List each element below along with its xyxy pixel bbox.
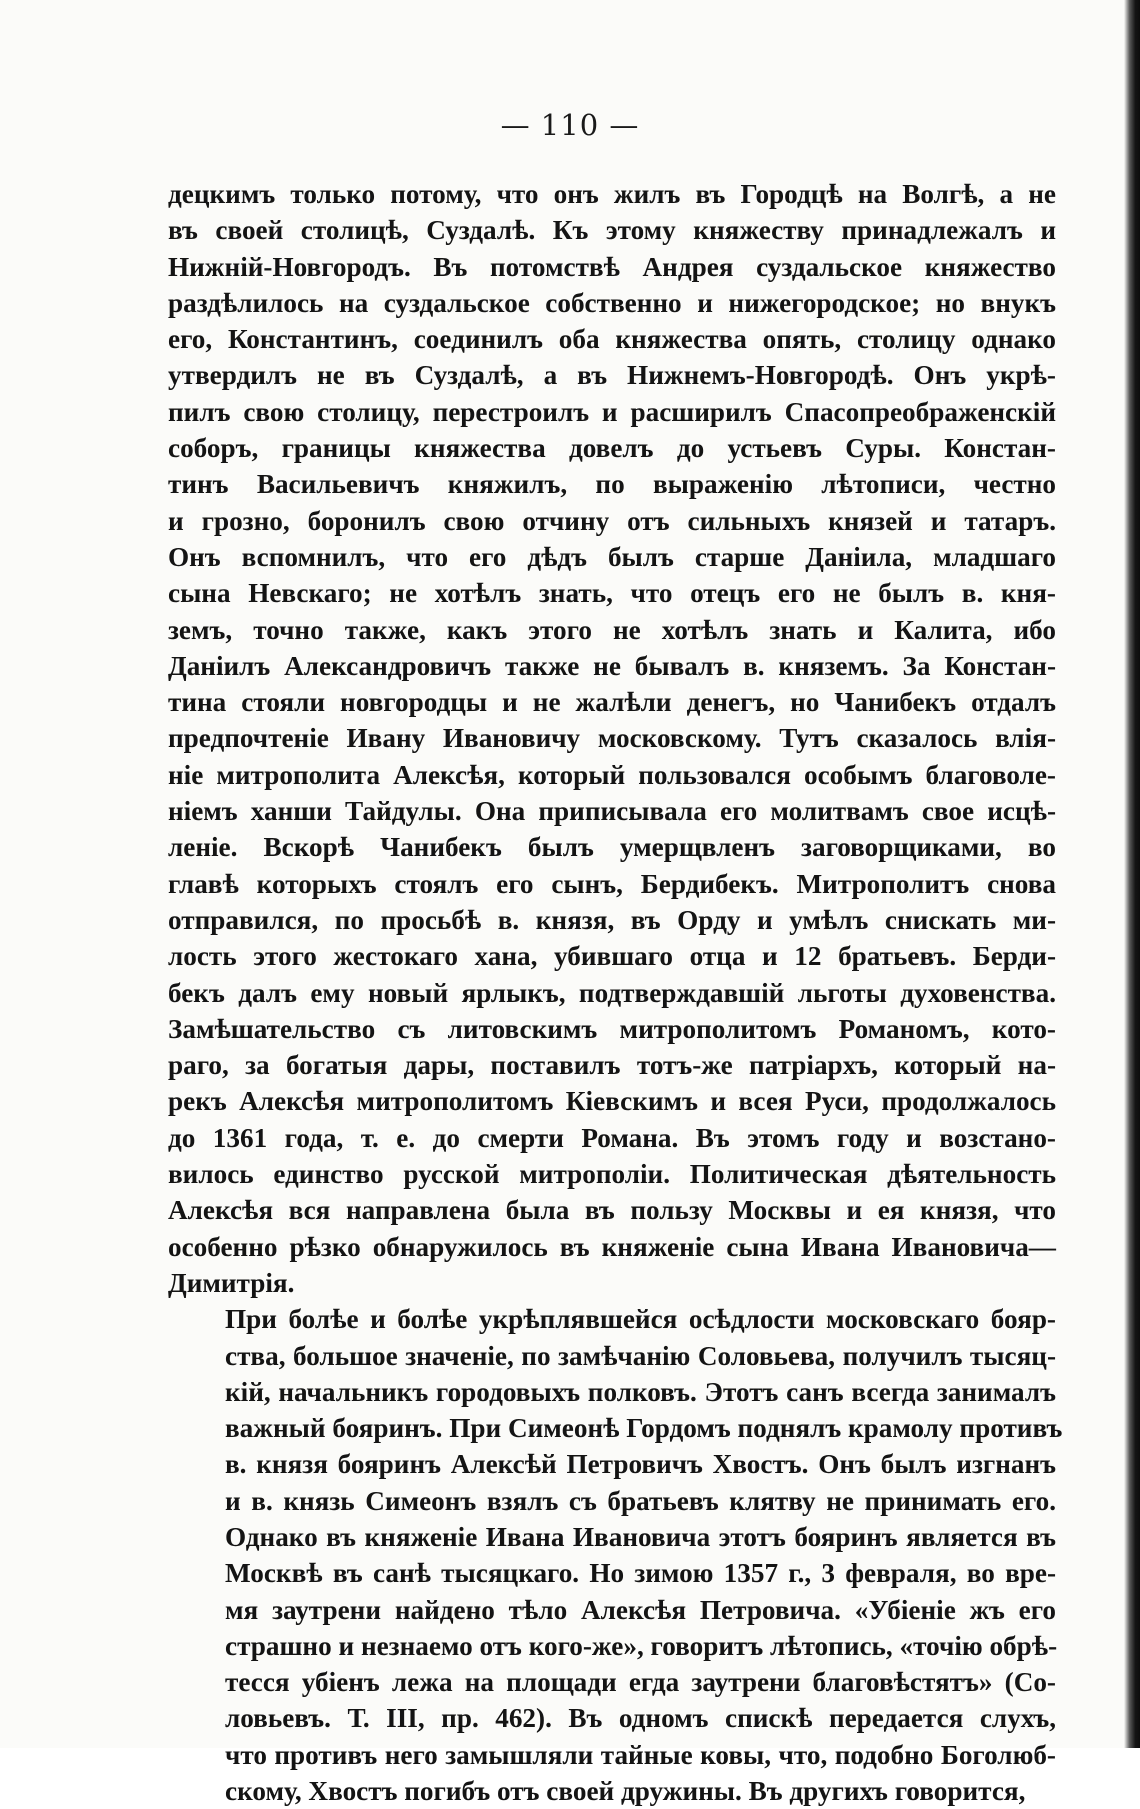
text-line: кій, начальникъ городовыхъ полковъ. Этотъ санъ всегда занималъ <box>225 1376 1056 1407</box>
text-line: отправился, по просьбѣ в. князя, въ Орду и умѣлъ снискать ми- <box>168 904 1056 935</box>
text-line: главѣ которыхъ стоялъ его сынъ, Бердибекъ. Митрополитъ снова <box>168 868 1056 899</box>
text-line: и в. князь Симеонъ взялъ съ братьевъ клятву не принимать его. <box>225 1485 1056 1516</box>
text-line: децкимъ только потому, что онъ жилъ въ Городцѣ на Волгѣ, а не <box>168 179 1056 209</box>
paragraph-2 <box>168 1301 1063 1809</box>
text-line: Алексѣя вся направлена была въ пользу Москвы и ея князя, что <box>168 1195 1056 1226</box>
text-line: земъ, точно также, какъ этого не хотѣлъ знать и Калита, ибо <box>168 614 1056 645</box>
text-line: ніемъ ханши Тайдулы. Она приписывала его молитвамъ свое исцѣ- <box>168 796 1056 827</box>
text-line: леніе. Вскорѣ Чанибекъ былъ умерщвленъ заговорщиками, во <box>168 832 1056 863</box>
text-line: Нижній-Новгородъ. Въ потомствѣ Андрея суздальское княжество <box>168 251 1056 282</box>
text-line: тесся убіенъ лежа на площади егда заутрени благовѣстятъ» (Со- <box>225 1667 1056 1698</box>
text-line: важный бояринъ. При Симеонѣ Гордомъ поднялъ крамолу противъ <box>225 1413 1063 1444</box>
text-line: пилъ свою столицу, перестроилъ и расширилъ Спасопреображенскій <box>168 396 1056 427</box>
text-line: Москвѣ въ санѣ тысяцкаго. Но зимою 1357 г., 3 февраля, во вре- <box>225 1558 1056 1589</box>
text-line: утвердилъ не въ Суздалѣ, а въ Нижнемъ-Новгородѣ. Онъ укрѣ- <box>168 360 1056 391</box>
text-line: ніе митрополита Алексѣя, который пользовался особымъ благоволе- <box>168 759 1056 790</box>
text-line: При болѣе и болѣе укрѣплявшейся осѣдлости московскаго бояр- <box>225 1304 1056 1335</box>
text-line: что противъ него замышляли тайные ковы, что, подобно Боголюб- <box>225 1739 1056 1770</box>
text-line: ловьевъ. Т. III, пр. 462). Въ одномъ спискѣ передается слухъ, <box>225 1703 1056 1734</box>
text-line: раздѣлилось на суздальское собственно и нижегородское; но внукъ <box>168 287 1056 318</box>
text-line: соборъ, границы княжества довелъ до устьевъ Суры. Констан- <box>168 433 1056 464</box>
text-line: въ своей столицѣ, Суздалѣ. Къ этому княжеству принадлежалъ и <box>168 215 1056 246</box>
text-line: раго, за богатыя дары, поставилъ тотъ-же патріархъ, который на- <box>168 1050 1056 1081</box>
text-line: тина стояли новгородцы и не жалѣли денегъ, но Чанибекъ отдалъ <box>168 687 1056 718</box>
page-binding-edge <box>1124 0 1140 1748</box>
text-line: страшно и незнаемо отъ кого-же», говоритъ лѣтопись, «точію обрѣ- <box>225 1630 1058 1661</box>
paragraph-1 <box>168 176 1056 1301</box>
text-line: особенно рѣзко обнаружилось въ княженіе сына Ивана Ивановича— <box>168 1231 1056 1262</box>
text-line: до 1361 года, т. е. до смерти Романа. Въ этомъ году и возстано- <box>168 1122 1056 1153</box>
text-line: Онъ вспомнилъ, что его дѣдъ былъ старше Даніила, младшаго <box>168 541 1056 572</box>
text-line: Димитрія. <box>168 1267 295 1298</box>
text-line: вилось единство русской митрополіи. Политическая дѣятельность <box>168 1159 1056 1190</box>
text-line: рекъ Алексѣя митрополитомъ Кіевскимъ и всея Руси, продолжалось <box>168 1086 1056 1117</box>
text-line: Замѣшательство съ литовскимъ митрополитомъ Романомъ, кото- <box>168 1013 1056 1044</box>
text-line: его, Константинъ, соединилъ оба княжества опять, столицу однако <box>168 324 1056 355</box>
text-line: в. князя бояринъ Алексѣй Петровичъ Хвостъ. Онъ былъ изгнанъ <box>225 1449 1056 1480</box>
page-number: — 110 — <box>500 108 640 142</box>
text-line: Однако въ княженіе Ивана Ивановича этотъ бояринъ является въ <box>225 1521 1056 1552</box>
text-line: и грозно, боронилъ свою отчину отъ сильныхъ князей и татаръ. <box>168 505 1056 536</box>
text-line: сына Невскаго; не хотѣлъ знать, что отецъ его не былъ в. кня- <box>168 578 1056 609</box>
text-line: мя заутрени найдено тѣло Алексѣя Петровича. «Убіеніе жъ его <box>225 1594 1056 1625</box>
text-line: предпочтеніе Ивану Ивановичу московскому. Тутъ сказалось влія- <box>168 723 1056 754</box>
text-line: лость этого жестокаго хана, убившаго отца и 12 братьевъ. Берди- <box>168 941 1056 972</box>
text-line: скому, Хвостъ погибъ отъ своей дружины. Въ другихъ говорится, <box>225 1776 1026 1807</box>
body-text <box>168 176 1063 1809</box>
text-line: Даніилъ Александровичъ также не бывалъ в. княземъ. За Констан- <box>168 650 1056 681</box>
text-line: бекъ далъ ему новый ярлыкъ, подтверждавшій льготы духовенства. <box>168 977 1056 1008</box>
text-line: ства, большое значеніе, по замѣчанію Соловьева, получилъ тысяц- <box>225 1340 1056 1371</box>
text-line: тинъ Васильевичъ княжилъ, по выраженію лѣтописи, честно <box>168 469 1056 500</box>
